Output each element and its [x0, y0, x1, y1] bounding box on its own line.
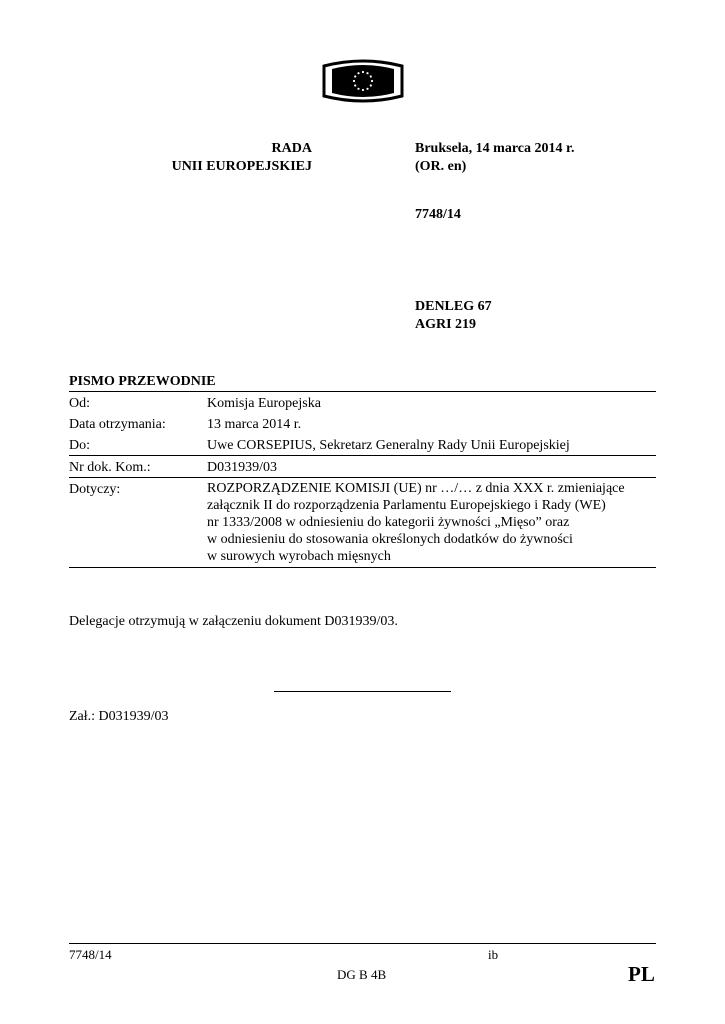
- received-value: 13 marca 2014 r.: [207, 417, 302, 432]
- footer-language-code: PL: [628, 962, 655, 986]
- logo-star: [371, 80, 373, 82]
- subject-value: [207, 480, 656, 565]
- subject-line: ROZPORZĄDZENIE KOMISJI (UE) nr …/… z dnia XXX r. zmieniające: [207, 481, 625, 496]
- logo-star: [362, 89, 364, 91]
- logo-star: [362, 71, 364, 73]
- body-text: Delegacje otrzymują w załączeniu dokument D031939/03.: [69, 614, 398, 629]
- metadata-row-received: [69, 413, 656, 434]
- logo-star: [354, 75, 356, 77]
- metadata-row-from: [69, 392, 656, 413]
- separator-line: [274, 691, 451, 692]
- place-date-block: [415, 140, 574, 176]
- footer-initials: ib: [488, 947, 499, 962]
- logo-star: [353, 80, 355, 82]
- logo-star: [354, 84, 356, 86]
- logo-star: [366, 72, 368, 74]
- subject-line: w odniesieniu do stosowania określonych dodatków do żywności: [207, 532, 573, 547]
- footer-divider: [69, 943, 656, 944]
- subject-label: Dotyczy:: [69, 482, 121, 497]
- metadata-row-subject: [69, 478, 656, 568]
- council-name: [150, 140, 312, 176]
- com-doc-label: Nr dok. Kom.:: [69, 460, 151, 475]
- received-label: Data otrzymania:: [69, 417, 166, 432]
- metadata-row-to: [69, 434, 656, 456]
- metadata-table: [69, 391, 656, 568]
- logo-star: [366, 88, 368, 90]
- subject-line: załącznik II do rozporządzenia Parlamentu Europejskiego i Rady (WE): [207, 498, 606, 513]
- logo-star: [370, 75, 372, 77]
- from-value: Komisja Europejska: [207, 396, 321, 411]
- subject-line: nr 1333/2008 w odniesieniu do kategorii żywności „Mięso” oraz: [207, 515, 570, 530]
- from-label: Od:: [69, 396, 90, 411]
- council-name-line2: UNII EUROPEJSKIEJ: [171, 159, 312, 174]
- council-name-line1: RADA: [271, 141, 312, 156]
- place-date: Bruksela, 14 marca 2014 r.: [415, 141, 575, 156]
- reference-number: 7748/14: [415, 207, 461, 222]
- attachment-note: Zał.: D031939/03: [69, 709, 169, 724]
- footer-department: DG B 4B: [337, 967, 387, 982]
- logo-star: [357, 72, 359, 74]
- logo-star: [370, 84, 372, 86]
- footer-reference: 7748/14: [69, 947, 112, 962]
- to-label: Do:: [69, 438, 90, 453]
- code-denleg: DENLEG 67: [415, 299, 492, 314]
- code-agri: AGRI 219: [415, 317, 477, 332]
- com-doc-value: D031939/03: [207, 460, 277, 475]
- to-value: Uwe CORSEPIUS, Sekretarz Generalny Rady Unii Europejskiej: [207, 438, 570, 453]
- metadata-row-com-doc: [69, 456, 656, 478]
- subject-line: w surowych wyrobach mięsnych: [207, 549, 391, 564]
- interinstitutional-codes: [415, 298, 492, 334]
- original-language: (OR. en): [415, 159, 467, 174]
- eu-council-logo-icon: [320, 58, 406, 104]
- document-type-title: PISMO PRZEWODNIE: [69, 374, 216, 389]
- logo-star: [357, 88, 359, 90]
